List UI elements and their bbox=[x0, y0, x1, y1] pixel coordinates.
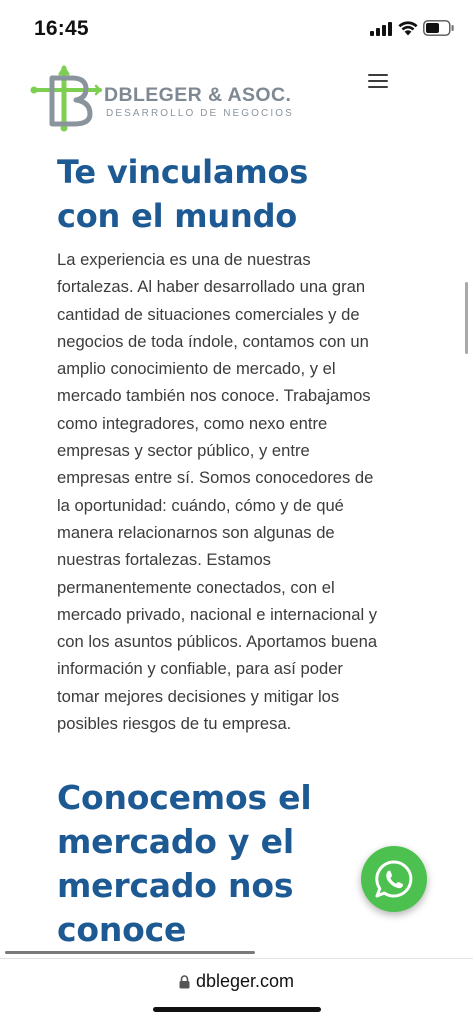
status-bar bbox=[0, 0, 473, 56]
section-title-line: Conocemos el bbox=[57, 778, 312, 817]
address-bar[interactable] bbox=[0, 971, 473, 995]
url-text: dbleger.com bbox=[195, 971, 295, 991]
horizontal-scrollbar[interactable] bbox=[5, 951, 255, 954]
home-indicator[interactable] bbox=[153, 1007, 321, 1012]
section-title-line: mercado nos bbox=[57, 866, 294, 905]
browser-bottom-bar bbox=[0, 958, 473, 1025]
logo-tagline: DESARROLLO DE NEGOCIOS bbox=[106, 108, 294, 119]
section-title-line: conoce bbox=[57, 910, 187, 949]
vertical-scrollbar[interactable] bbox=[465, 282, 468, 354]
whatsapp-icon bbox=[374, 859, 414, 899]
lock-icon bbox=[179, 975, 190, 989]
logo-mark-icon bbox=[30, 62, 104, 134]
hamburger-icon bbox=[368, 74, 388, 76]
section-title-line: con el mundo bbox=[57, 197, 298, 235]
wifi-icon bbox=[397, 19, 419, 36]
section-title-line: mercado y el bbox=[57, 822, 294, 861]
section-vinculamos bbox=[57, 150, 387, 737]
battery-icon bbox=[423, 20, 455, 36]
site-logo[interactable] bbox=[30, 62, 294, 134]
hamburger-icon bbox=[368, 80, 388, 82]
section-title bbox=[57, 150, 387, 238]
hamburger-menu-button[interactable] bbox=[364, 71, 394, 93]
hamburger-icon bbox=[368, 86, 388, 88]
status-time: 16:45 bbox=[34, 17, 89, 40]
site-header bbox=[0, 56, 473, 136]
whatsapp-button[interactable] bbox=[361, 846, 427, 912]
section-title-line: Te vinculamos bbox=[57, 153, 309, 191]
section-conocemos bbox=[57, 776, 387, 952]
section-title bbox=[57, 776, 387, 952]
section-body-text: La experiencia es una de nuestras fortalezas. Al haber desarrollado una gran cantidad de situaciones comerciales y de negocios de toda índole, contamos con un amplio conocimiento de mercado, y el mercado también nos conoce. Trabajamos como integradores, como nexo entre empresas y sector público, y entre empresas entre sí. Somos conocedores de la oportunidad: cuándo, cómo y de qué manera relacionarnos son algunas de nuestras fortalezas. Estamos permanentemente conectados, con el mercado privado, nacional e internacional y con los asuntos públicos. Aportamos buena información y confiable, para así poder tomar mejores decisiones y mitigar los posibles riesgos de tu empresa. bbox=[57, 250, 378, 734]
logo-name: DBLEGER & ASOC. bbox=[104, 84, 292, 106]
signal-icon bbox=[370, 22, 394, 36]
